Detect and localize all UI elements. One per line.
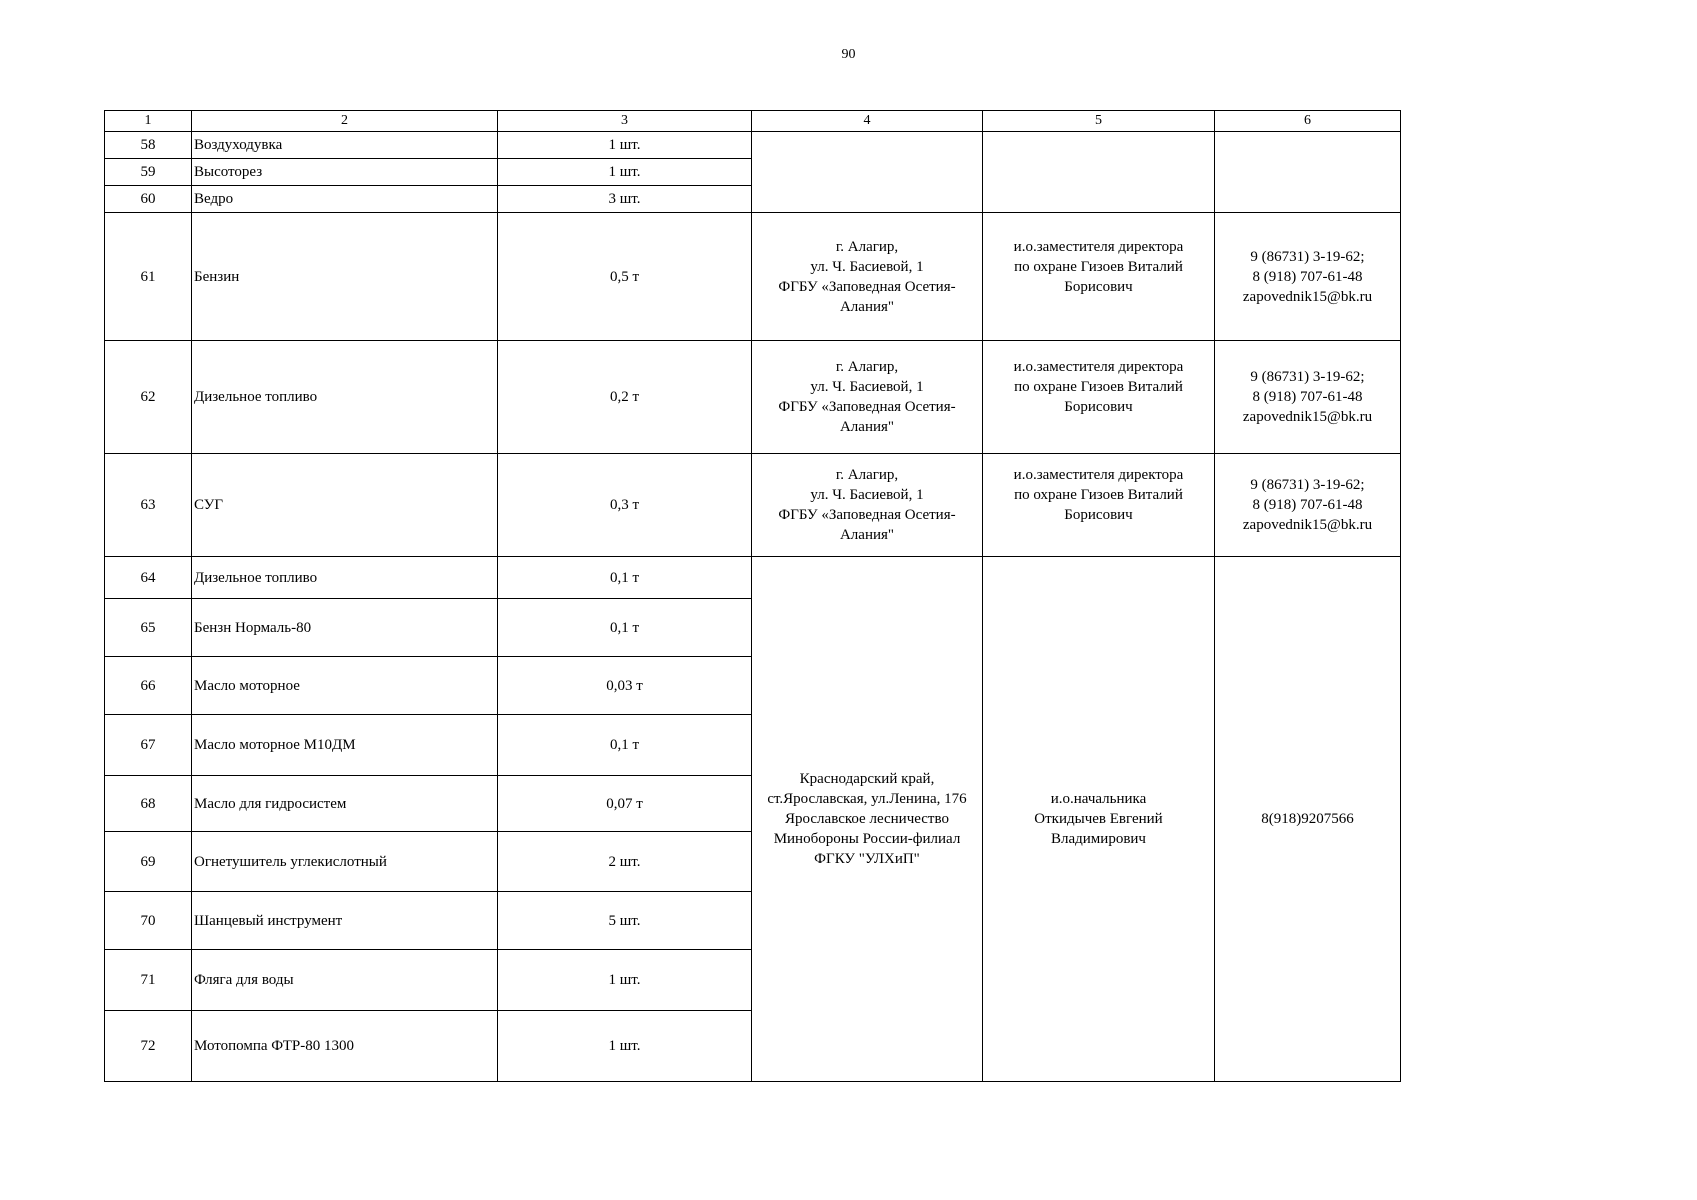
item-name: Ведро [192,186,498,213]
location-address [752,454,983,557]
person-line: по охране Гизоев Виталий [1014,487,1183,503]
address-line: ФГБУ «Заповедная Осетия- [778,399,956,415]
responsible-person [983,557,1215,1082]
row-number: 71 [105,950,192,1011]
table-row [105,557,1401,599]
contact-line: zapovednik15@bk.ru [1242,517,1373,533]
inventory-table [104,110,1401,1082]
address-line: ФГКУ "УЛХиП" [814,851,920,867]
column-number: 4 [752,111,983,132]
item-quantity: 1 шт. [498,159,752,186]
row-number: 65 [105,599,192,657]
person-line: Борисович [1064,507,1133,523]
row-number: 64 [105,557,192,599]
item-quantity: 0,1 т [498,715,752,776]
contact-line: 9 (86731) 3-19-62; [1250,369,1365,385]
column-number: 1 [105,111,192,132]
item-name: Бензн Нормаль-80 [192,599,498,657]
row-number: 60 [105,186,192,213]
address-line: г. Алагир, [835,467,899,483]
item-name: Масло для гидросистем [192,776,498,832]
person-spacer [985,525,1212,545]
column-number: 3 [498,111,752,132]
item-name: Высоторез [192,159,498,186]
contact-info [1215,454,1401,557]
column-number-row [105,111,1401,132]
person-line: по охране Гизоев Виталий [1014,258,1183,275]
contact-phone: 8(918)9207566 [1215,557,1401,1082]
item-quantity: 0,1 т [498,557,752,599]
item-name: Воздуходувка [192,132,498,159]
address-line: Алания" [839,298,895,315]
page-number: 90 [841,47,856,62]
item-quantity: 0,07 т [498,776,752,832]
person-line: Борисович [1064,399,1133,415]
item-quantity: 0,1 т [498,599,752,657]
table-row [105,341,1401,454]
contact-info [1215,341,1401,454]
location-address [752,213,983,341]
column-number: 2 [192,111,498,132]
row-number: 69 [105,832,192,892]
item-quantity: 0,03 т [498,657,752,715]
item-name: Масло моторное [192,657,498,715]
address-line: г. Алагир, [835,238,899,255]
responsible-person [983,454,1215,557]
item-name: Огнетушитель углекислотный [192,832,498,892]
address-line: Алания" [839,527,895,543]
person-spacer [985,417,1212,437]
person-line: и.о.заместителя директора [1013,467,1184,483]
row-number: 63 [105,454,192,557]
address-line: ст.Ярославская, ул.Ленина, 176 [767,791,967,807]
address-line: ул. Ч. Басиевой, 1 [810,379,924,395]
contact-cell-empty [1215,132,1401,213]
contact-line: 9 (86731) 3-19-62; [1250,477,1365,493]
row-number: 67 [105,715,192,776]
responsible-person [983,341,1215,454]
row-number: 58 [105,132,192,159]
location-address [752,341,983,454]
contact-line: 9 (86731) 3-19-62; [1250,248,1365,265]
row-number: 72 [105,1011,192,1082]
address-line: Минобороны России-филиал [773,831,961,847]
address-line: г. Алагир, [835,359,899,375]
row-number: 62 [105,341,192,454]
item-name: Фляга для воды [192,950,498,1011]
address-line: ул. Ч. Басиевой, 1 [810,258,924,275]
row-number: 70 [105,892,192,950]
table-row [105,454,1401,557]
row-number: 66 [105,657,192,715]
item-name: Мотопомпа ФТР-80 1300 [192,1011,498,1082]
item-quantity: 3 шт. [498,186,752,213]
person-line: и.о.заместителя директора [1013,238,1184,255]
column-number: 5 [983,111,1215,132]
address-line: Ярославское лесничество [785,811,949,827]
location-address [752,557,983,1082]
item-name: СУГ [192,454,498,557]
item-quantity: 0,5 т [498,213,752,341]
item-quantity: 1 шт. [498,132,752,159]
person-line: по охране Гизоев Виталий [1014,379,1183,395]
person-line: Владимирович [1051,831,1146,847]
column-number: 6 [1215,111,1401,132]
row-number: 59 [105,159,192,186]
row-number: 68 [105,776,192,832]
person-line: и.о.заместителя директора [1013,359,1184,375]
address-line: ФГБУ «Заповедная Осетия- [778,507,956,523]
contact-info [1215,213,1401,341]
location-cell-empty [752,132,983,213]
item-quantity: 1 шт. [498,950,752,1011]
item-name: Масло моторное М10ДМ [192,715,498,776]
item-name: Бензин [192,213,498,341]
address-line: ул. Ч. Басиевой, 1 [810,487,924,503]
item-name: Шанцевый инструмент [192,892,498,950]
table-row [105,213,1401,341]
item-name: Дизельное топливо [192,341,498,454]
item-quantity: 5 шт. [498,892,752,950]
person-spacer [985,297,1212,317]
item-quantity: 2 шт. [498,832,752,892]
address-line: ФГБУ «Заповедная Осетия- [778,278,956,295]
contact-line: zapovednik15@bk.ru [1242,409,1373,425]
person-line: Борисович [1064,278,1133,295]
responsible-person [983,213,1215,341]
contact-line: 8 (918) 707-61-48 [1252,497,1363,513]
address-line: Алания" [839,419,895,435]
item-name: Дизельное топливо [192,557,498,599]
row-number: 61 [105,213,192,341]
item-quantity: 1 шт. [498,1011,752,1082]
table-row [105,132,1401,159]
contact-line: zapovednik15@bk.ru [1242,288,1373,305]
item-quantity: 0,3 т [498,454,752,557]
item-quantity: 0,2 т [498,341,752,454]
address-line: Краснодарский край, [799,771,935,787]
contact-line: 8 (918) 707-61-48 [1252,268,1363,285]
person-line: и.о.начальника [1050,791,1147,807]
contact-line: 8 (918) 707-61-48 [1252,389,1363,405]
person-line: Откидычев Евгений [1034,811,1163,827]
responsible-cell-empty [983,132,1215,213]
